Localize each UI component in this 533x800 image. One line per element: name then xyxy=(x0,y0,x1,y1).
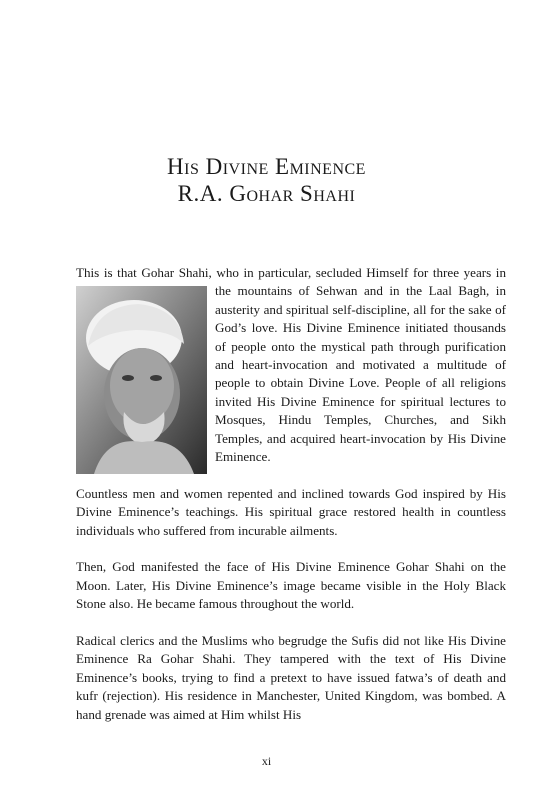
title-line-2: R.A. Gohar Shahi xyxy=(177,181,356,207)
title-line-1: His Divine Eminence xyxy=(167,154,366,180)
paragraph-4: Radical clerics and the Muslims who begrudge the Sufis did not like His Divine Eminence Ra Gohar Shahi. They tampered with the text of His Divine Eminence’s books, trying to find a pretext to have issued fatwa’s of death and kufr (rejection). His residence in Manchester, United Kingdom, was bombed. A hand grenade was aimed at Him whilst His xyxy=(76,633,506,722)
portrait-photo-icon xyxy=(76,286,207,474)
body-text xyxy=(76,264,506,724)
page-title xyxy=(0,153,533,207)
paragraph-1-first-line: This is that Gohar Shahi, who in particular, secluded Himself for three xyxy=(76,265,464,280)
page-number: xi xyxy=(261,754,272,768)
paragraph-1-rest: years in the mountains of Sehwan and in the Laal Bagh, in austerity and spiritual self-discipline, all for the sake of God’s love. His Divine Eminence initiated thousands of people onto the mystical path through purification and heart-invocation and motivated a multitude of people to obtain Divine Love. People of all religions invited His Divine Eminence for spiritual lectures to Mosques, Hindu Temples, Churches, and Sikh Temples, and acquired heart-invocation by His Divine Eminence. xyxy=(215,265,506,465)
paragraph-2: Countless men and women repented and inclined towards God inspired by His Divine Eminence’s teachings. His spiritual grace restored health in countless individuals who suffered from incurable ailments. xyxy=(76,485,506,538)
paragraph-1 xyxy=(76,264,506,466)
paragraph-3: Then, God manifested the face of His Divine Eminence Gohar Shahi on the Moon. Later, His Divine Eminence’s image became visible in the Holy Black Stone also. He became famous throughout the world. xyxy=(76,559,506,612)
